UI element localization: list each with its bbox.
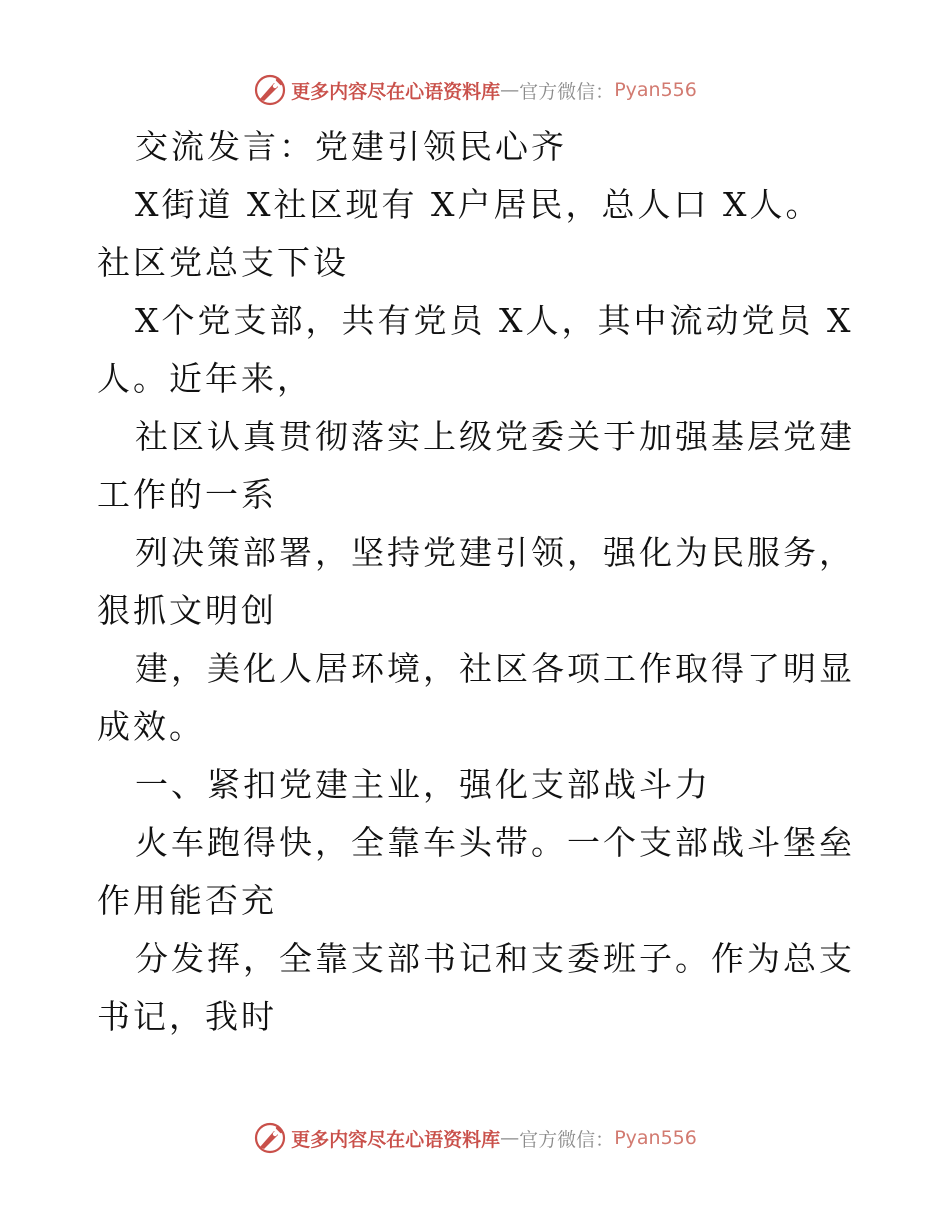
paragraph: 社区认真贯彻落实上级党委关于加强基层党建工作的一系 — [97, 417, 855, 514]
watermark-account: Pyan556 — [614, 79, 697, 101]
paragraph: 列决策部署，坚持党建引领，强化为民服务，狠抓文明创 — [97, 533, 855, 630]
watermark-brand: 更多内容尽在心语资料库 — [291, 1128, 501, 1151]
pen-nib-logo-icon — [253, 1121, 287, 1155]
paragraph: 火车跑得快，全靠车头带。一个支部战斗堡垒作用能否充 — [97, 823, 855, 920]
watermark-separator: — — [500, 1127, 520, 1149]
paragraph: 建，美化人居环境，社区各项工作取得了明显成效。 — [97, 649, 855, 746]
watermark-brand: 更多内容尽在心语资料库 — [291, 80, 501, 103]
paragraph: X街道 X社区现有 X户居民，总人口 X人。社区党总支下设 — [97, 185, 822, 282]
watermark-wechat-label: 官方微信： — [519, 80, 615, 103]
header-watermark — [0, 70, 950, 110]
watermark-separator: — — [500, 79, 520, 101]
watermark-account: Pyan556 — [614, 1127, 697, 1149]
document-body — [97, 118, 857, 1046]
pen-nib-logo-icon — [253, 73, 287, 107]
paragraph: 分发挥，全靠支部书记和支委班子。作为总支书记，我时 — [97, 939, 855, 1036]
paragraph: X个党支部，共有党员 X人，其中流动党员 X人。近年来， — [97, 301, 854, 398]
section-heading: 一、紧扣党建主业，强化支部战斗力 — [135, 765, 711, 804]
footer-watermark — [0, 1118, 950, 1158]
watermark-wechat-label: 官方微信： — [519, 1128, 615, 1151]
document-title: 交流发言：党建引领民心齐 — [135, 127, 567, 166]
